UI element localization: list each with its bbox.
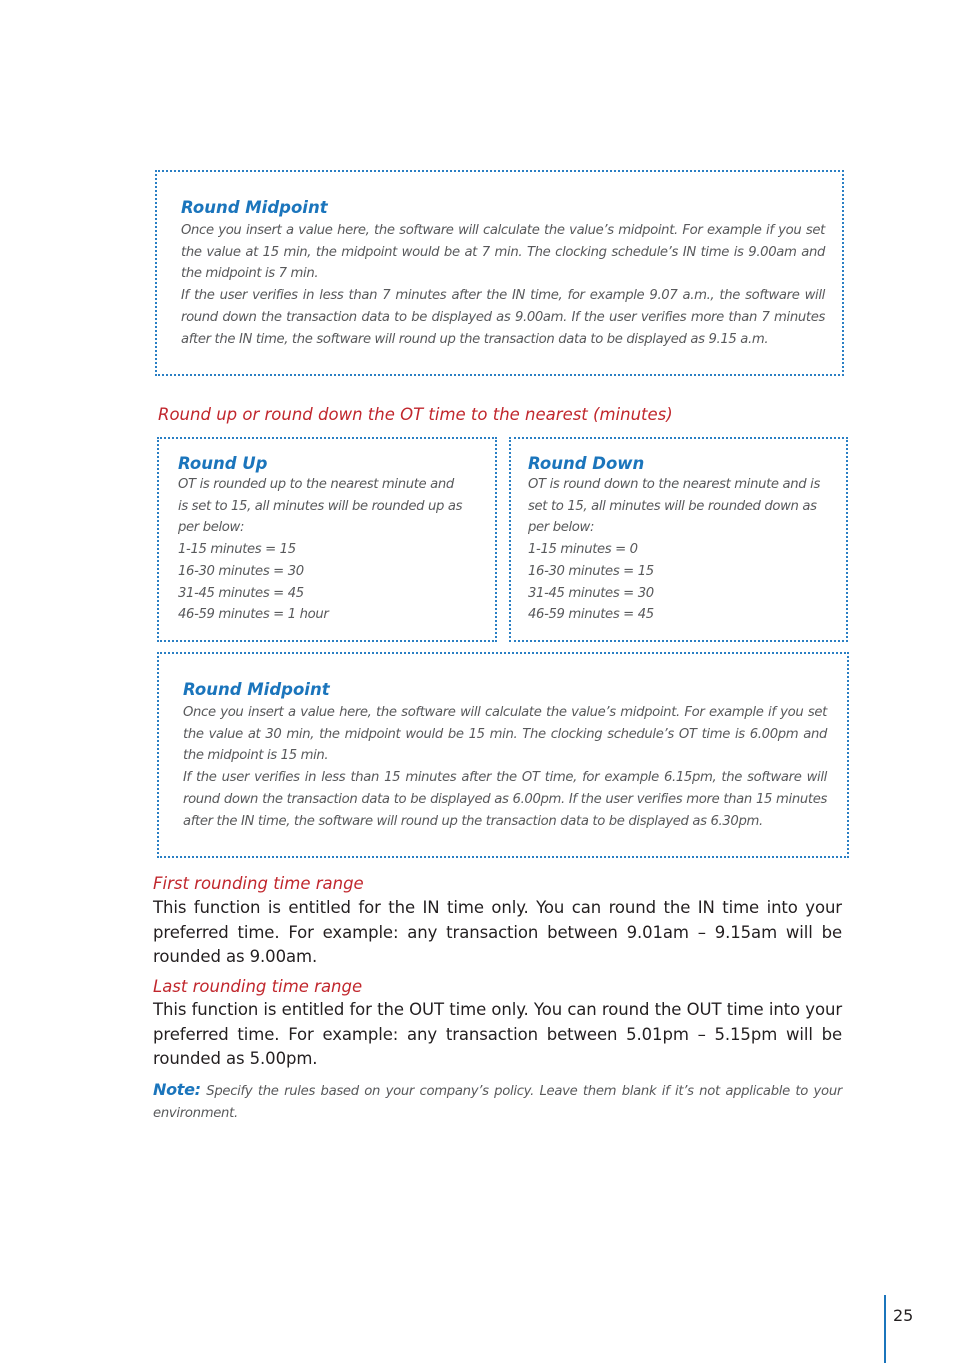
- round-up-line: per below:: [178, 520, 245, 536]
- round-midpoint-ot-box: [157, 652, 849, 858]
- round-down-title: Round Down: [528, 454, 645, 473]
- ot-rounding-heading: Round up or round down the OT time to the nearest (minutes): [158, 405, 673, 424]
- round-down-line: 46-59 minutes = 45: [528, 607, 654, 623]
- round-down-line: per below:: [528, 520, 595, 536]
- note-label: Note:: [153, 1080, 201, 1099]
- round-midpoint-in-box: [155, 170, 844, 376]
- first-rounding-heading: First rounding time range: [153, 874, 364, 893]
- round-midpoint-in-paragraph-1: Once you insert a value here, the software will calculate the value’s midpoint. For example if you set the value at 15 min, the midpoint would be at 7 min. The clocking schedule’s IN time is 9.00am and the midpoint is 7 min.: [181, 223, 825, 282]
- round-down-line: set to 15, all minutes will be rounded down as: [528, 498, 817, 514]
- round-midpoint-in-title: Round Midpoint: [181, 198, 328, 217]
- round-up-box: [157, 437, 497, 642]
- last-rounding-text: This function is entitled for the OUT time only. You can round the OUT time into your preferred time. For example: any transaction between 5.01pm – 5.15pm will be rounded as 5.00pm.: [153, 1000, 842, 1068]
- round-midpoint-ot-paragraph-2: If the user verifies in less than 15 minutes after the OT time, for example 6.15pm, the software will round down the transaction data to be displayed as 6.00pm. If the user verifies more than 15 minutes after the IN time, the software will round up the transaction data to be displayed as 6.30pm.: [183, 770, 827, 829]
- round-up-line: 31-45 minutes = 45: [178, 585, 304, 601]
- note: [153, 1079, 842, 1125]
- round-up-line: OT is rounded up to the nearest minute and: [178, 477, 454, 492]
- page-number-rule: [884, 1295, 886, 1363]
- round-down-box: [509, 437, 848, 642]
- round-midpoint-in-paragraph-2: If the user verifies in less than 7 minutes after the IN time, for example 9.07 a.m., the software will round down the transaction data to be displayed as 9.00am. If the user verifies more than 7 minutes after the IN time, the software will round up the transaction data to be displayed as 9.15 a.m.: [181, 288, 825, 347]
- round-down-line: 16-30 minutes = 15: [528, 563, 654, 579]
- round-up-title: Round Up: [178, 454, 268, 473]
- round-midpoint-ot-paragraph-1: Once you insert a value here, the software will calculate the value’s midpoint. For example if you set the value at 30 min, the midpoint would be 15 min. The clocking schedule’s OT time is 6.00pm and the midpoint is 15 min.: [183, 705, 827, 764]
- round-up-line: 1-15 minutes = 15: [178, 542, 296, 558]
- round-up-line: 16-30 minutes = 30: [178, 563, 304, 579]
- round-down-line: OT is round down to the nearest minute and is: [528, 477, 820, 492]
- note-text: Specify the rules based on your company’s policy. Leave them blank if it’s not applicable to your environment.: [153, 1084, 842, 1121]
- round-up-line: 46-59 minutes = 1 hour: [178, 607, 329, 623]
- page-number: 25: [893, 1306, 914, 1325]
- round-down-line: 31-45 minutes = 30: [528, 585, 654, 601]
- round-down-line: 1-15 minutes = 0: [528, 542, 638, 558]
- round-midpoint-ot-title: Round Midpoint: [183, 680, 330, 699]
- first-rounding-text: This function is entitled for the IN time only. You can round the IN time into your preferred time. For example: any transaction between 9.01am – 9.15am will be rounded as 9.00am.: [153, 898, 842, 966]
- round-up-line: is set to 15, all minutes will be rounded up as: [178, 498, 463, 514]
- last-rounding-heading: Last rounding time range: [153, 977, 363, 996]
